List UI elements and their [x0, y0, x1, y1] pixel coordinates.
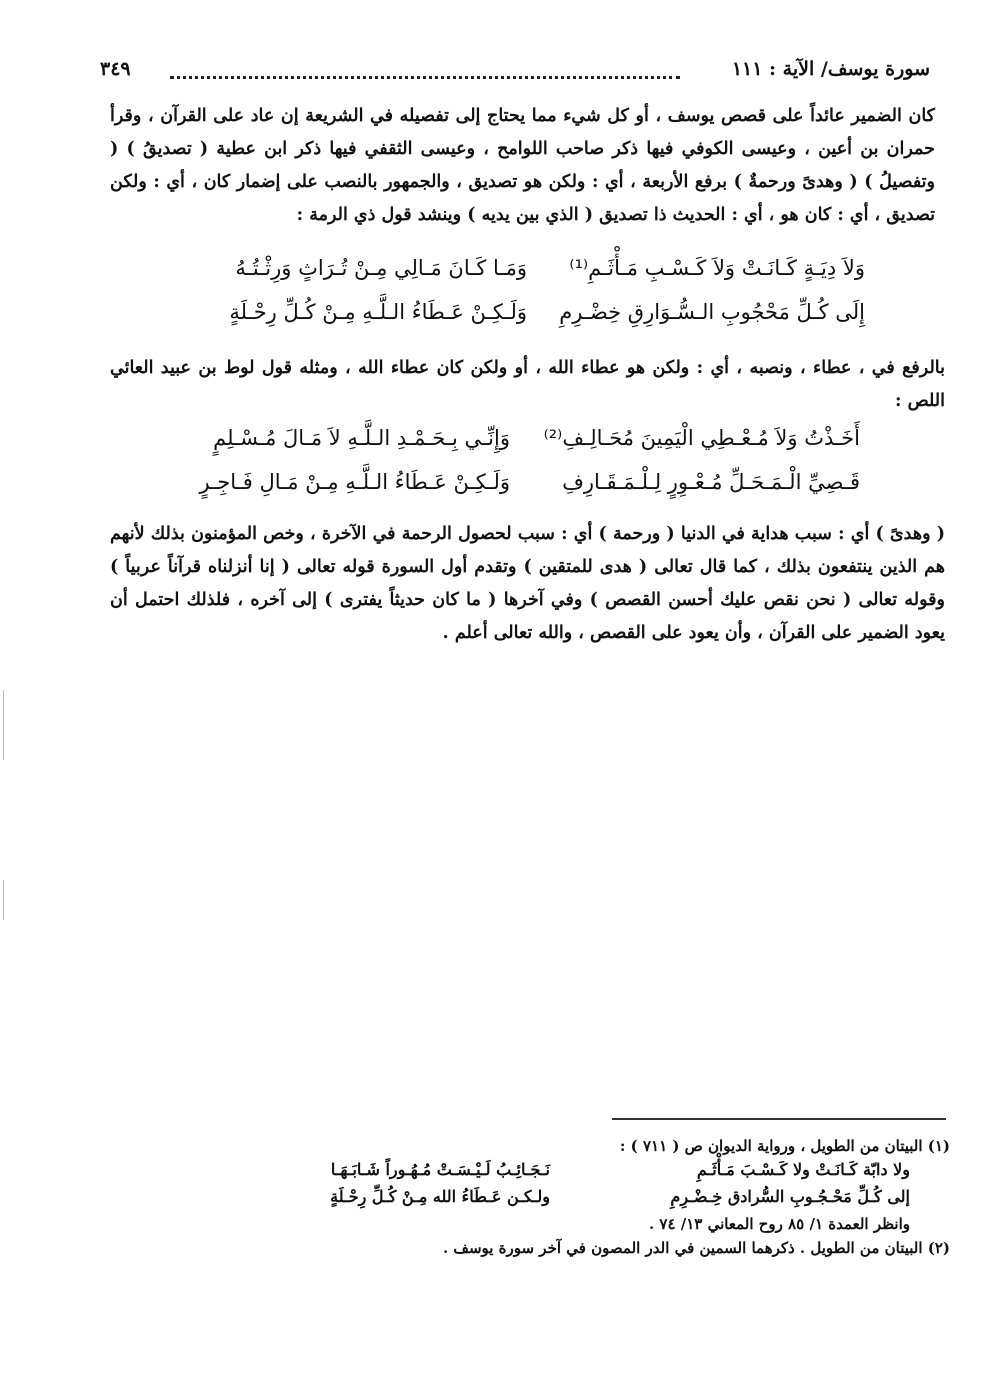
hemistich: ولـكـن عَـطَاءُ الله مِـنْ كُـلِّ رِحْـلَةٍ: [330, 1187, 550, 1206]
poem-line: [200, 256, 865, 300]
hemistich: وَمَـا كَـانَ مَـالِي مِـنْ تُـرَاثٍ وَرِثْـتُـهُ: [235, 256, 527, 280]
poem-line: [150, 1158, 950, 1185]
hemistich: إِلَى كُـلِّ مَحْجُوبِ الـسُّـوَارِقِ خِضْـرِمِ: [559, 300, 865, 324]
footnote-1-intro: (١) البيتان من الطويل ، ورواية الديوان ص ( ٧١١ ) :: [619, 1137, 950, 1155]
footnote-1-reference: وانظر العمدة ١/ ٨٥ روح المعاني ١٣/ ٧٤ .: [648, 1215, 910, 1233]
hemistich: وَلاَ دِيَـةٍ كَـانَـتْ وَلاَ كَـسْـبِ مَـأْثَـمِ⁽¹⁾: [569, 256, 865, 280]
poem-line: [200, 426, 860, 470]
page-number: ٣٤٩: [100, 58, 131, 80]
poem-line: [200, 470, 860, 514]
scan-edge-mark: [3, 880, 4, 920]
hemistich: قَـصِيِّ الْـمَـحَـلِّ مُـعْـوِرٍ لِـلْـمَـقَـارِفِ: [562, 470, 860, 494]
hemistich: وَلَـكِـنْ عَـطَاءُ الـلَّـهِ مِـنْ مَـالِ فَـاجِـرٍ: [199, 470, 510, 494]
scan-edge-mark: [3, 690, 4, 760]
poem-line: [150, 1185, 950, 1212]
paragraph-3: ( وهدىً ) أي : سبب هداية في الدنيا ( ورحمة ) أي : سبب لحصول الرحمة في الآخرة ، وخص المؤمنون بذلك لأنهم هم الذين ينتفعون بذلك ، كما قال تعالى ( هدى للمتقين ) وتقدم أول السورة قوله تعالى ( إنا أنزلناه قرآناً عربياً ) وقوله تعالى ( نحن نقص عليك أحسن القصص ) وفي آخرها ( ما كان حديثاً يفترى ) إلى آخره ، فلذلك احتمل أن يعود الضمير على القرآن ، وأن يعود على القصص ، والله تعالى أعلم .: [110, 524, 945, 643]
paragraph-2: بالرفع في ، عطاء ، ونصبه ، أي : ولكن هو عطاء الله ، أو ولكن كان عطاء الله ، ومثله قول لوط بن عبيد العائي اللص :: [110, 358, 945, 411]
footnotes: [150, 1134, 950, 1260]
poem-1: [200, 256, 865, 344]
hemistich: إلى كُـلِّ مَحْـجُـوبِ السُّرادق خِـضْـرِمِ: [670, 1187, 910, 1206]
hemistich: وَإِنِّـي بِـحَـمْـدِ الـلَّـهِ لاَ مَـالَ مُـسْـلِمٍ: [213, 426, 510, 450]
hemistich: وَلَـكِـنْ عَـطَاءُ الـلَّـهِ مِـنْ كُـلِّ رِحْـلَةٍ: [229, 300, 527, 324]
running-header: [100, 58, 930, 88]
poem-line: [200, 300, 865, 344]
header-title: سورة يوسف/ الآية : ١١١: [731, 58, 930, 80]
footnote-separator: [612, 1118, 946, 1120]
footnote-1-poem: [150, 1158, 950, 1212]
hemistich: أَخَـذْتُ وَلاَ مُـعْـطِي الْيَمِينَ مُحَـالِـفِ⁽²⁾: [543, 426, 860, 450]
hemistich: ولا دابّة كَـانَـتْ ولا كَـسْـبَ مَـأْثَـمِ: [696, 1160, 910, 1179]
poem-2: [200, 426, 860, 514]
footnote-2: (٢) البيتان من الطويل . ذكرهما السمين في الدر المصون في آخر سورة يوسف .: [442, 1239, 950, 1257]
paragraph-1: كان الضمير عائداً على قصص يوسف ، أو كل شيء مما يحتاج إلى تفصيله في الشريعة إن عاد على القرآن ، وقرأ حمران بن أعين ، وعيسى الكوفي فيها ذكر صاحب اللوامح ، وعيسى الثقفي فيها ذكر ابن عطية ( تصديقُ ) ( وتفصيلُ ) ( وهدىً ورحمةٌ ) برفع الأربعة ، أي : ولكن هو تصديق ، والجمهور بالنصب على إضمار كان ، أي : ولكن تصديق ، أي : كان هو ، أي : الحديث ذا تصديق ( الذي بين يديه ) وينشد قول ذي الرمة :: [110, 106, 935, 225]
header-leader-dots: [170, 64, 680, 79]
hemistich: نَـجَـائِـبُ لَـيْـسَـتْ مُـهُـوراً شَـابَـهَـا: [330, 1160, 550, 1179]
